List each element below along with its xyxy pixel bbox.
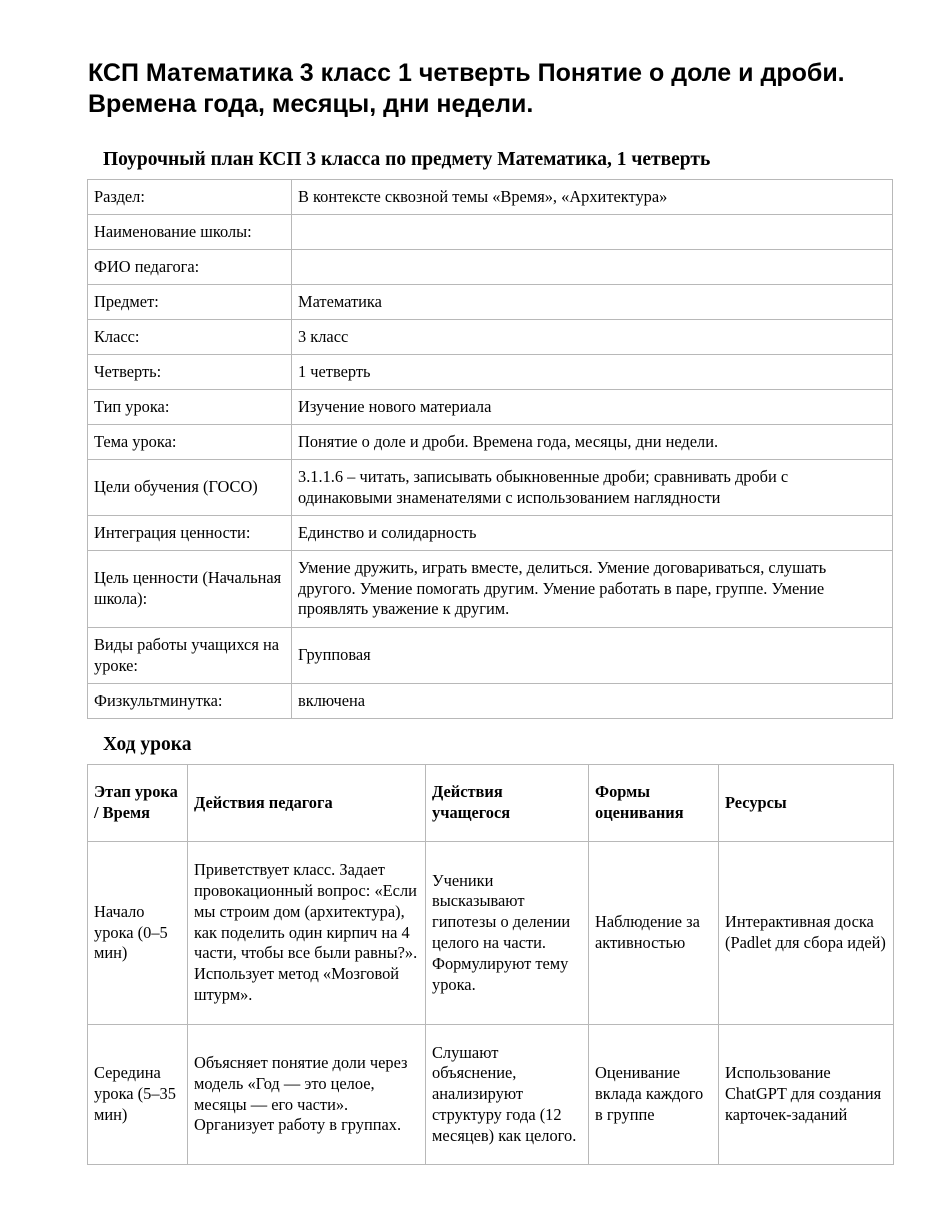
cell-assessment: Оценивание вклада каждого в группе xyxy=(589,1025,719,1165)
table-row xyxy=(88,320,893,355)
row-label: Виды работы учащихся на уроке: xyxy=(88,628,292,684)
row-label: Раздел: xyxy=(88,180,292,215)
row-label: Физкультминутка: xyxy=(88,684,292,719)
table-row xyxy=(88,425,893,460)
row-value: 3.1.1.6 – читать, записывать обыкновенные дроби; сравнивать дроби с одинаковыми знаменателями с использованием наглядности xyxy=(292,460,893,516)
column-header-student-actions: Действия учащегося xyxy=(426,765,589,842)
lesson-plan-table xyxy=(87,179,893,719)
table-row xyxy=(88,551,893,628)
column-header-stage: Этап урока / Время xyxy=(88,765,188,842)
row-value: Единство и солидарность xyxy=(292,516,893,551)
row-value: Умение дружить, играть вместе, делиться. Умение договариваться, слушать другого. Умение помогать другим. Умение работать в паре, группе. Умение проявлять уважение к другим. xyxy=(292,551,893,628)
cell-teacher-actions: Приветствует класс. Задает провокационный вопрос: «Если мы строим дом (архитектура), как поделить один кирпич на 4 части, чтобы все были равны?». Использует метод «Мозговой штурм». xyxy=(188,842,426,1025)
cell-student-actions: Слушают объяснение, анализируют структуру года (12 месяцев) как целого. xyxy=(426,1025,589,1165)
row-value: В контексте сквозной темы «Время», «Архитектура» xyxy=(292,180,893,215)
row-label: Четверть: xyxy=(88,355,292,390)
table-row xyxy=(88,460,893,516)
row-value xyxy=(292,215,893,250)
table-row xyxy=(88,516,893,551)
row-label: Цели обучения (ГОСО) xyxy=(88,460,292,516)
cell-resources: Интерактивная доска (Padlet для сбора идей) xyxy=(719,842,894,1025)
table-row xyxy=(88,628,893,684)
row-label: Класс: xyxy=(88,320,292,355)
row-label: Тип урока: xyxy=(88,390,292,425)
cell-student-actions: Ученики высказывают гипотезы о делении целого на части. Формулируют тему урока. xyxy=(426,842,589,1025)
table-row xyxy=(88,842,894,1025)
row-value: 1 четверть xyxy=(292,355,893,390)
cell-stage: Середина урока (5–35 мин) xyxy=(88,1025,188,1165)
lesson-flow-table xyxy=(87,764,894,1165)
row-label: Тема урока: xyxy=(88,425,292,460)
row-value: Изучение нового материала xyxy=(292,390,893,425)
document-title: КСП Математика 3 класс 1 четверть Понятие о доле и дроби. Времена года, месяцы, дни недели. xyxy=(88,59,845,118)
row-label: Предмет: xyxy=(88,285,292,320)
table-row xyxy=(88,180,893,215)
cell-teacher-actions: Объясняет понятие доли через модель «Год — это целое, месяцы — его части». Организует работу в группах. xyxy=(188,1025,426,1165)
column-header-resources: Ресурсы xyxy=(719,765,894,842)
row-label: Цель ценности (Начальная школа): xyxy=(88,551,292,628)
cell-stage: Начало урока (0–5 мин) xyxy=(88,842,188,1025)
table-row xyxy=(88,250,893,285)
column-header-assessment: Формы оценивания xyxy=(589,765,719,842)
plan-heading: Поурочный план КСП 3 класса по предмету Математика, 1 четверть xyxy=(103,149,711,170)
row-label: Наименование школы: xyxy=(88,215,292,250)
row-value xyxy=(292,250,893,285)
table-row xyxy=(88,390,893,425)
column-header-teacher-actions: Действия педагога xyxy=(188,765,426,842)
row-value: 3 класс xyxy=(292,320,893,355)
table-row xyxy=(88,285,893,320)
lesson-flow-heading: Ход урока xyxy=(103,734,192,755)
cell-assessment: Наблюдение за активностью xyxy=(589,842,719,1025)
row-value: Понятие о доле и дроби. Времена года, месяцы, дни недели. xyxy=(292,425,893,460)
table-row xyxy=(88,684,893,719)
row-value: Математика xyxy=(292,285,893,320)
table-row xyxy=(88,215,893,250)
cell-resources: Использование ChatGPT для создания карточек-заданий xyxy=(719,1025,894,1165)
row-label: ФИО педагога: xyxy=(88,250,292,285)
row-value: Групповая xyxy=(292,628,893,684)
row-value: включена xyxy=(292,684,893,719)
row-label: Интеграция ценности: xyxy=(88,516,292,551)
table-row xyxy=(88,1025,894,1165)
table-header-row xyxy=(88,765,894,842)
table-row xyxy=(88,355,893,390)
